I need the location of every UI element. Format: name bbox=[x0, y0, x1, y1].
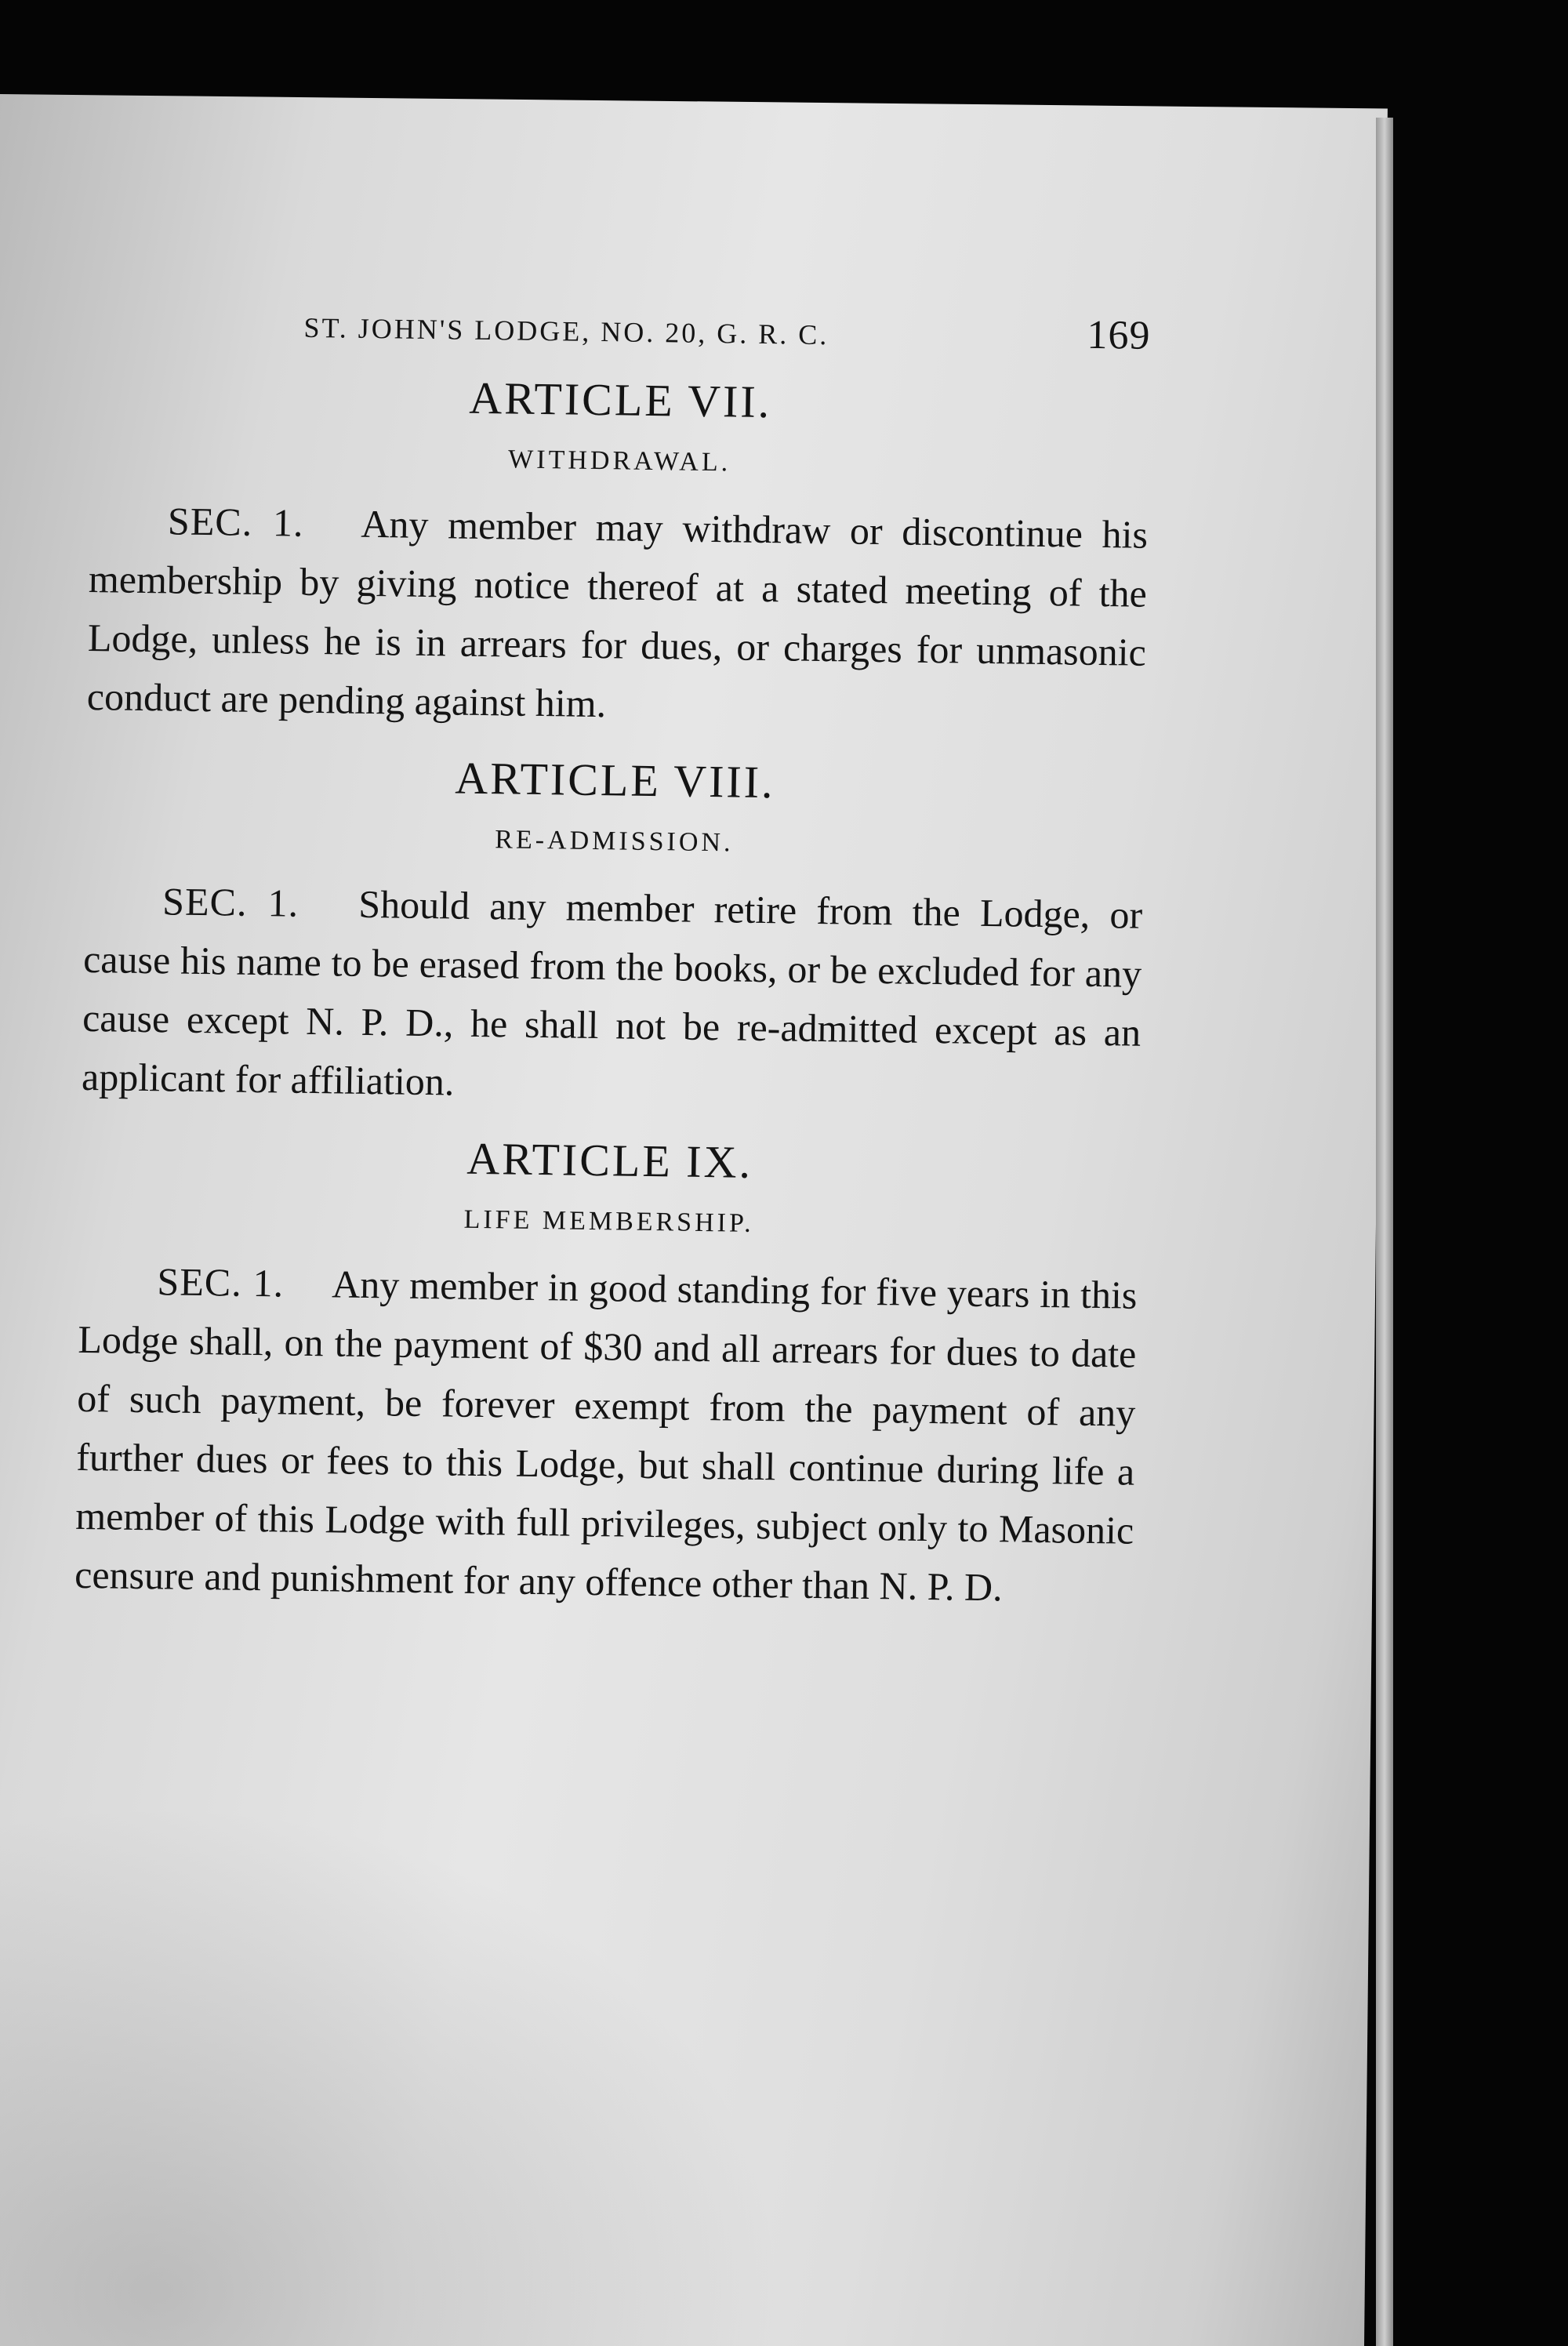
page-number: 169 bbox=[1087, 312, 1151, 358]
article-vii bbox=[86, 366, 1149, 741]
section-text: Any member in good standing for five years in this Lodge shall, on the payment of $30 and all arrears for dues to date of such payment, be forever exempt from the payment of any further dues or fees to this Lodge, but shall continue during life a member of this Lodge with full privileges, subject only to Masonic censure and punishment for any offence other than N. P. D. bbox=[74, 1262, 1138, 1610]
section-text: Should any member retire from the Lodge, or cause his name to be erased from the books, or be excluded for any cause except N. P. D., he shall not be re-admitted except as an applicant for affiliation. bbox=[81, 881, 1143, 1104]
page-shadow bbox=[0, 1803, 784, 2346]
article-title: ARTICLE VII. bbox=[468, 372, 772, 428]
section-label: SEC. 1. bbox=[167, 499, 344, 546]
article-viii bbox=[82, 746, 1145, 1121]
article-section bbox=[82, 871, 1143, 1121]
section-text: Any member may withdraw or discontinue his membership by giving notice thereof at a stated meeting of the Lodge, unless he is in arrears for dues, or charges for unmasonic conduct are pending against him. bbox=[86, 501, 1149, 726]
page-edge bbox=[1376, 118, 1393, 2346]
article-subtitle: LIFE MEMBERSHIP. bbox=[463, 1204, 754, 1238]
article-section bbox=[86, 491, 1148, 741]
article-title: ARTICLE VIII. bbox=[454, 752, 775, 808]
page-text bbox=[74, 298, 1150, 1640]
section-label: SEC. 1. bbox=[162, 879, 339, 926]
article-title: ARTICLE IX. bbox=[466, 1132, 753, 1188]
section-label: SEC. 1. bbox=[157, 1259, 325, 1306]
article-section bbox=[74, 1251, 1138, 1619]
article-subtitle: WITHDRAWAL. bbox=[507, 445, 731, 478]
running-head-title: ST. JOHN'S LODGE, NO. 20, G. R. C. bbox=[303, 311, 829, 351]
article-ix bbox=[74, 1127, 1139, 1619]
article-subtitle: RE-ADMISSION. bbox=[495, 825, 734, 858]
